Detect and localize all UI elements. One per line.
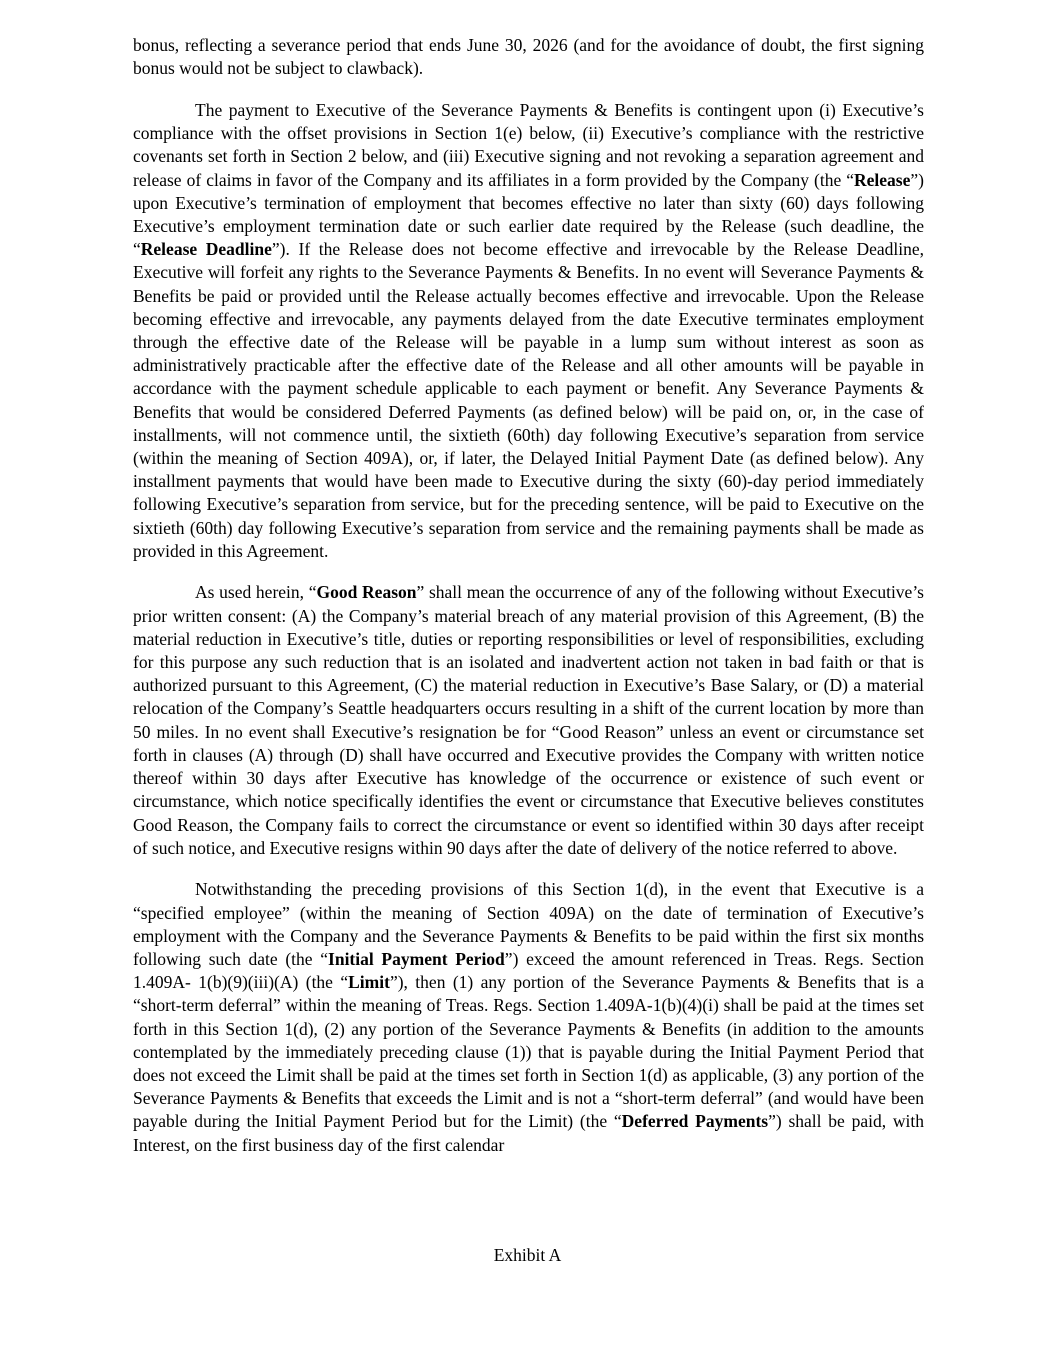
paragraph-text: ”) shall be paid, with Interest, on the first business day of the first calendar bbox=[133, 1111, 925, 1155]
paragraph-text: Notwithstanding the preceding provisions of this Section 1(d), in the event that Executive is a “specified employee” (within the meaning of Section 409A) on the date of termination of Executive’s employment with the Company and the Severance Payments & Benefits to be paid within the first six months following such date (the “ bbox=[133, 879, 924, 970]
page-footer: Exhibit A bbox=[493, 1245, 562, 1265]
paragraph-bonus-continuation bbox=[133, 34, 924, 80]
paragraph-release-conditions bbox=[133, 99, 924, 563]
paragraph-text: As used herein, “ bbox=[195, 582, 317, 603]
document-body bbox=[133, 34, 924, 1157]
paragraph-text: bonus, reflecting a severance period that ends June 30, 2026 (and for the avoidance of doubt, the first signing bonus would not be subject to clawback). bbox=[133, 35, 924, 79]
paragraph-text: ”) upon Executive’s termination of employment that becomes effective no later than sixty (60) days following Executive’s employment termination date or such earlier date required by the Release (such deadline, the “ bbox=[133, 169, 924, 260]
paragraph-text: ”), then (1) any portion of the Severance Payments & Benefits that is a “short-term deferral” within the meaning of Treas. Regs. Section 1.409A-1(b)(4)(i) shall be paid at the times set forth in this Section 1(d), (2) any portion of the Severance Payments & Benefits (in addition to the amounts contemplated by the immediately preceding clause (1)) that is payable during the Initial Payment Period that does not exceed the Limit shall be paid at the times set forth in Section 1(d) as applicable, (3) any portion of the Severance Payments & Benefits that exceeds the Limit and is not a “short-term deferral” (and would have been payable during the Initial Payment Period but for the Limit) (the “ bbox=[133, 972, 924, 1132]
paragraph-text: The payment to Executive of the Severance Payments & Benefits is contingent upon (i) Executive’s compliance with the offset provisions in Section 1(e) below, (ii) Executive’s compliance with the restrictive covenants set forth in Section 2 below, and (iii) Executive signing and not revoking a separation agreement and release of claims in favor of the Company and its affiliates in a form provided by the Company (the “ bbox=[133, 99, 924, 190]
defined-term-initial-payment-period: Initial Payment Period bbox=[328, 949, 505, 970]
defined-term-release-deadline: Release Deadline bbox=[140, 239, 272, 260]
paragraph-specified-employee bbox=[133, 878, 924, 1156]
defined-term-deferred-payments: Deferred Payments bbox=[621, 1111, 769, 1132]
defined-term-limit: Limit bbox=[348, 972, 390, 993]
paragraph-text: ”). If the Release does not become effective and irrevocable by the Release Deadline, Executive will forfeit any rights to the Severance Payments & Benefits. In no event will Severance Payments & Benefits be paid or provided until the Release actually becomes effective and irrevocable. Upon the Release becoming effective and irrevocable, any payments delayed from the date Executive terminates employment through the effective date of the Release will be payable in a lump sum without interest as soon as administratively practicable after the effective date of the Release and all other amounts will be payable in accordance with the payment schedule applicable to each payment or benefit. Any Severance Payments & Benefits that would be considered Deferred Payments (as defined below) will be paid on, or, in the case of installments, will not commence until, the sixtieth (60th) day following Executive’s separation from service (within the meaning of Section 409A), or, if later, the Delayed Initial Payment Date (as defined below). Any installment payments that would have been made to Executive during the sixty (60)-day period immediately following Executive’s separation from service, but for the preceding sentence, will be paid to Executive on the sixtieth (60th) day following Executive’s separation from service and the remaining payments shall be made as provided in this Agreement. bbox=[133, 239, 924, 561]
defined-term-good-reason: Good Reason bbox=[316, 582, 417, 603]
paragraph-text: ” shall mean the occurrence of any of the following without Executive’s prior written consent: (A) the Company’s material breach of any material provision of this Agreement, (B) the material reduction in Executive’s title, duties or reporting responsibilities or level of responsibilities, excluding for this purpose any such reduction that is an isolated and inadvertent action not taken in bad faith or that is authorized pursuant to this Agreement, (C) the material reduction in Executive’s Base Salary, or (D) a material relocation of the Company’s Seattle headquarters occurs resulting in a shift of the current location by more than 50 miles. In no event shall Executive’s resignation be for “Good Reason” unless an event or circumstance set forth in clauses (A) through (D) shall have occurred and Executive provides the Company with written notice thereof within 30 days after Executive has knowledge of the occurrence or existence of such event or circumstance, which notice specifically identifies the event or circumstance that Executive believes constitutes Good Reason, the Company fails to correct the circumstance or event so identified within 30 days after receipt of such notice, and Executive resigns within 90 days after the date of delivery of the notice referred to above. bbox=[133, 582, 924, 858]
paragraph-text: ”) exceed the amount referenced in Treas. Regs. Section 1.409A- 1(b)(9)(iii)(A) (the “ bbox=[133, 949, 924, 993]
paragraph-good-reason bbox=[133, 581, 924, 859]
defined-term-release: Release bbox=[854, 169, 911, 190]
